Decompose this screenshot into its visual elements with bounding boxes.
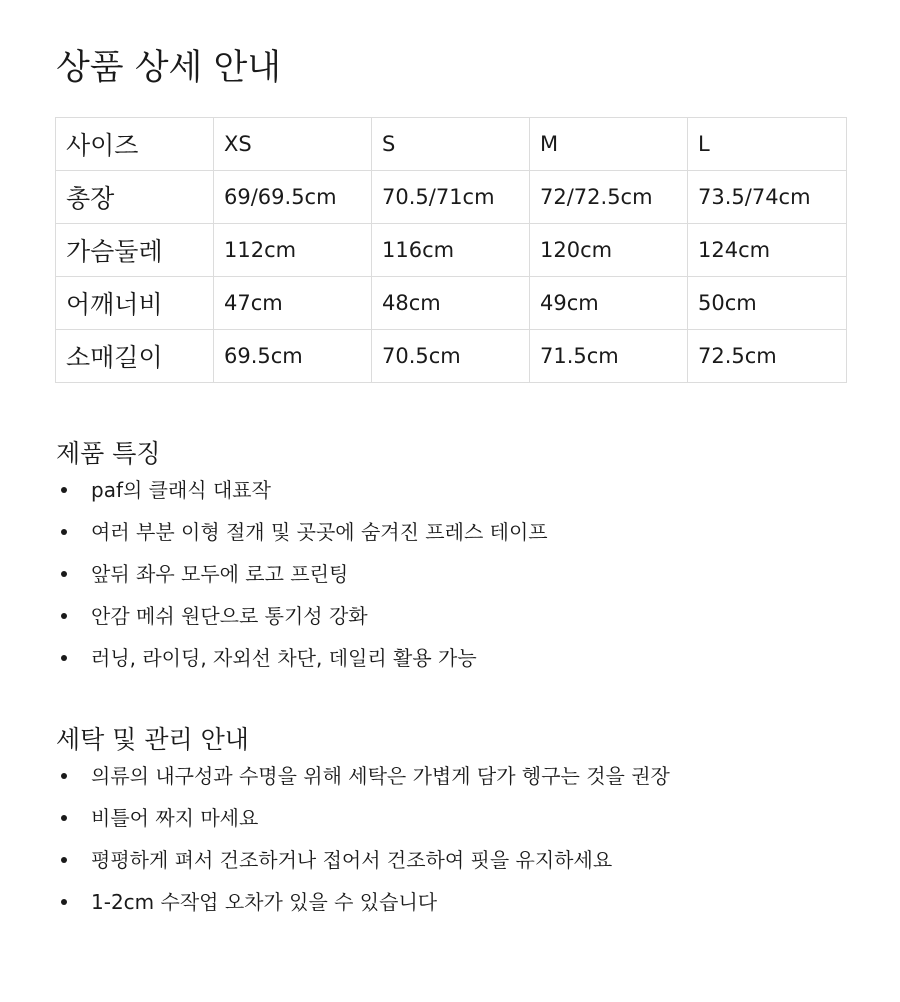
table-cell: 112cm (214, 224, 372, 277)
table-cell: 49cm (530, 277, 688, 330)
list-item (56, 595, 856, 637)
table-cell: 72.5cm (688, 330, 847, 383)
bullet-icon (61, 613, 67, 619)
list-item-text: 비틀어 짜지 마세요 (91, 806, 259, 830)
bullet-icon (61, 529, 67, 535)
list-item (56, 637, 856, 679)
row-label: 어깨너비 (56, 277, 214, 330)
list-item-text: 여러 부분 이형 절개 및 곳곳에 숨겨진 프레스 테이프 (91, 520, 548, 544)
list-item-text: paf의 클래식 대표작 (91, 478, 271, 502)
list-item (56, 511, 856, 553)
features-title: 제품 특징 (56, 439, 161, 468)
bullet-icon (61, 899, 67, 905)
table-cell: 71.5cm (530, 330, 688, 383)
list-item (56, 797, 856, 839)
care-list (56, 755, 856, 923)
list-item-text: 안감 메쉬 원단으로 통기성 강화 (91, 604, 368, 628)
list-item-text: 러닝, 라이딩, 자외선 차단, 데일리 활용 가능 (91, 646, 477, 670)
table-row-shoulder (56, 277, 847, 330)
list-item (56, 839, 856, 881)
size-table-header-row (56, 118, 847, 171)
table-row-total-length (56, 171, 847, 224)
bullet-icon (61, 773, 67, 779)
list-item (56, 755, 856, 797)
size-table (55, 117, 847, 383)
list-item-text: 앞뒤 좌우 모두에 로고 프린팅 (91, 562, 349, 586)
table-row-sleeve (56, 330, 847, 383)
table-cell: 47cm (214, 277, 372, 330)
table-cell: 73.5/74cm (688, 171, 847, 224)
row-label: 가슴둘레 (56, 224, 214, 277)
list-item-text: 평평하게 펴서 건조하거나 접어서 건조하여 핏을 유지하세요 (91, 848, 613, 872)
bullet-icon (61, 857, 67, 863)
bullet-icon (61, 815, 67, 821)
bullet-icon (61, 487, 67, 493)
table-cell: 70.5cm (372, 330, 530, 383)
features-list (56, 469, 856, 679)
table-cell: 120cm (530, 224, 688, 277)
bullet-icon (61, 655, 67, 661)
list-item (56, 469, 856, 511)
size-header-m: M (530, 118, 688, 171)
table-cell: 69/69.5cm (214, 171, 372, 224)
list-item-text: 의류의 내구성과 수명을 위해 세탁은 가볍게 담가 헹구는 것을 권장 (91, 764, 670, 788)
care-title: 세탁 및 관리 안내 (56, 725, 249, 754)
size-header-xs: XS (214, 118, 372, 171)
table-cell: 116cm (372, 224, 530, 277)
bullet-icon (61, 571, 67, 577)
features-section (56, 439, 856, 679)
table-cell: 124cm (688, 224, 847, 277)
size-header-l: L (688, 118, 847, 171)
care-section (56, 725, 856, 923)
list-item-text: 1-2cm 수작업 오차가 있을 수 있습니다 (91, 890, 438, 914)
row-label: 총장 (56, 171, 214, 224)
size-header-label: 사이즈 (56, 118, 214, 171)
table-cell: 48cm (372, 277, 530, 330)
table-cell: 72/72.5cm (530, 171, 688, 224)
list-item (56, 553, 856, 595)
size-header-s: S (372, 118, 530, 171)
page-title: 상품 상세 안내 (56, 48, 282, 88)
list-item (56, 881, 856, 923)
row-label: 소매길이 (56, 330, 214, 383)
table-row-chest (56, 224, 847, 277)
table-cell: 70.5/71cm (372, 171, 530, 224)
table-cell: 69.5cm (214, 330, 372, 383)
table-cell: 50cm (688, 277, 847, 330)
